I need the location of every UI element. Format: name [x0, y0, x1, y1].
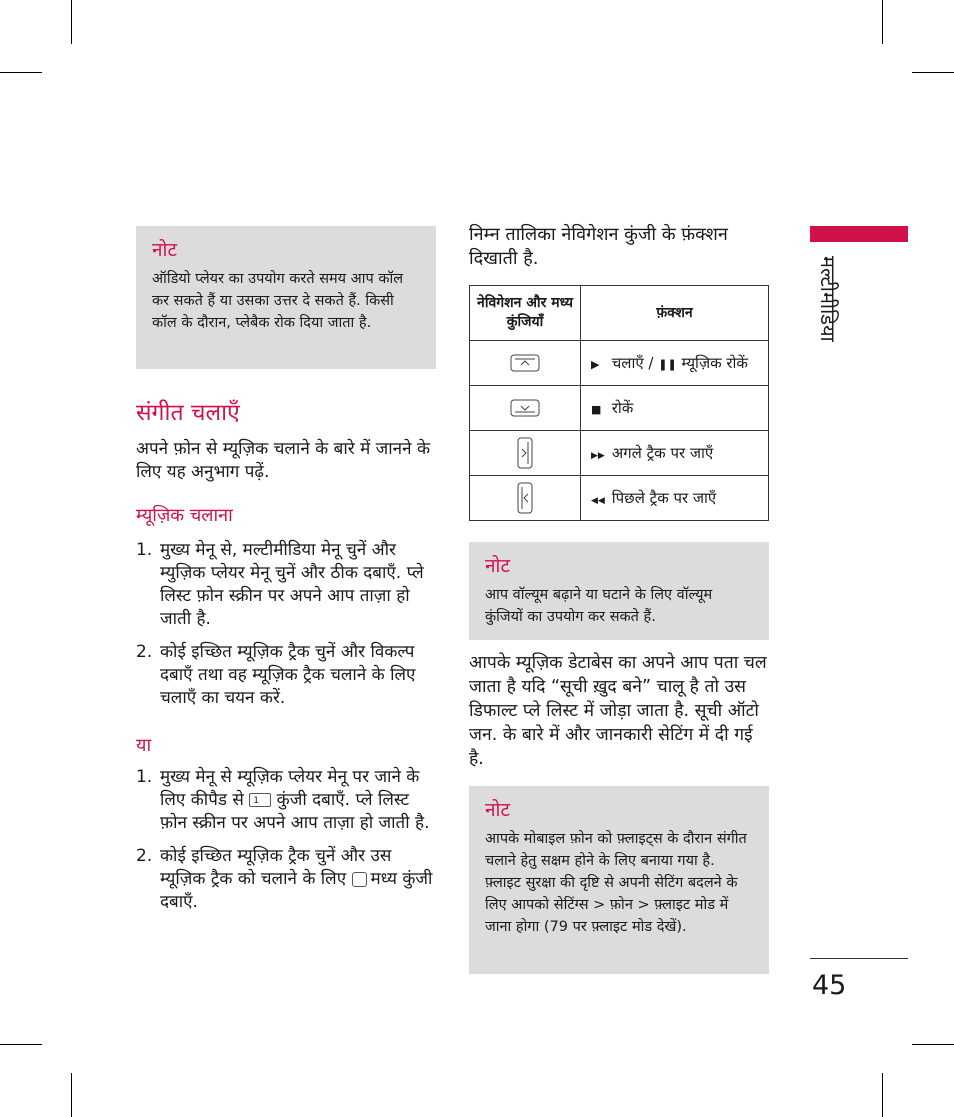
note-volume [469, 542, 769, 640]
list-item [136, 641, 436, 710]
step-text: मुख्य मेनू से, मल्टीमीडिया मेनू चुनें और म्युज़िक प्लेयर मेनू चुनें और ठीक दबाएँ. प्ले लिस्ट फ़ोन स्क्रीन पर अपने आप ताज़ा हो जाती है. [160, 540, 424, 629]
page-number-rule [810, 958, 908, 959]
or-label: या [136, 735, 152, 756]
key-1-icon: 1 [249, 793, 271, 807]
function-text: म्यूज़िक रोकें [681, 354, 748, 372]
steps-list-menu [136, 539, 436, 720]
step-number: 1. [136, 767, 153, 787]
step-text: कोई इच्छित म्यूज़िक ट्रैक चुनें और विकल्प दबाएँ तथा वह म्यूज़िक ट्रैक चलाने के लिए चलाएँ का चयन करें. [160, 642, 416, 708]
step-text: कुंजी दबाएँ. प्ले लिस्ट फ़ोन स्क्रीन पर अपने आप ताज़ा हो जाती है. [160, 790, 430, 833]
step-number: 2. [136, 642, 153, 662]
section-heading: संगीत चलाएँ [136, 400, 240, 426]
crop-mark [882, 0, 883, 44]
list-item [136, 539, 436, 631]
note-body: ऑडियो प्लेयर का उपयोग करते समय आप कॉल कर सकते हैं या उसका उत्तर दे सकते हैं. किसी कॉल के दौरान, प्लेबैक रोक दिया जाता है. [152, 271, 404, 331]
crop-mark [0, 1044, 42, 1045]
database-paragraph: आपके म्यूज़िक डेटाबेस का अपने आप पता चल जाता है यदि “सूची ख़ुद बने” चालू है तो उस डिफाल्ट प्ले लिस्ट में जोड़ा जाता है. सूची ऑटो जन. के बारे में और जानकारी सेटिंग में दी गई है. [469, 653, 767, 769]
function-text: रोकें [611, 399, 634, 417]
note-body: आपके मोबाइल फ़ोन को फ़्लाइट्स के दौरान संगीत चलाने हेतु सक्षम होने के लिए बनाया गया है. फ़्लाइट सुरक्षा की दृष्टि से अपनी सेटिंग बदलने के लिए आपको सेटिंग्स > फ़ोन > फ़्लाइट मोड में जाना होगा (79 पर फ़्लाइट मोड देखें). [485, 831, 747, 935]
previous-track-icon: ◀◀ [591, 496, 605, 506]
side-tab-label: मल्टीमीडिया [816, 256, 840, 342]
function-cell [581, 341, 769, 386]
subheading-play-music: म्यूज़िक चलाना [136, 505, 233, 526]
table-row [470, 341, 769, 386]
center-key-icon [352, 872, 367, 887]
table-row [470, 476, 769, 521]
table-intro: निम्न तालिका नेविगेशन कुंजी के फ़ंक्शन दिखाती है. [469, 224, 728, 269]
side-tab-accent [810, 226, 908, 242]
navigation-key-table [469, 285, 769, 521]
crop-mark [912, 72, 954, 73]
step-text: मध्य कुंजी दबाएँ. [160, 869, 433, 912]
list-item [136, 766, 436, 835]
step-number: 2. [136, 846, 153, 866]
function-text: चलाएँ / [611, 354, 654, 372]
note-flight-mode [469, 786, 769, 974]
nav-up-key-icon [510, 354, 540, 372]
function-cell [581, 386, 769, 431]
table-header-row [470, 286, 769, 341]
pause-icon: ❚❚ [658, 358, 677, 371]
key-cell [470, 431, 581, 476]
crop-mark [71, 1073, 72, 1117]
section-intro: अपने फ़ोन से म्यूज़िक चलाने के बारे में जानने के लिए यह अनुभाग पढ़ें. [136, 439, 430, 482]
step-text: कोई इच्छित म्यूज़िक ट्रैक चुनें और उस म्यूज़िक ट्रैक को चलाने के लिए [160, 846, 392, 889]
header-function: फ़ंक्शन [581, 286, 769, 341]
step-text: मुख्य मेनू से म्यूज़िक प्लेयर मेनू पर जाने के लिए कीपैड से [160, 767, 420, 810]
list-item [136, 845, 436, 914]
function-text: पिछले ट्रैक पर जाएँ [611, 489, 717, 507]
header-key: नेविगेशन और मध्य कुंजियाँ [470, 286, 581, 341]
crop-mark [0, 72, 42, 73]
note-body: आप वॉल्यूम बढ़ाने या घटाने के लिए वॉल्यूम कुंजियों का उपयोग कर सकते हैं. [485, 587, 713, 625]
crop-mark [912, 1044, 954, 1045]
note-title: नोट [485, 555, 511, 577]
function-cell [581, 476, 769, 521]
note-title: नोट [485, 799, 511, 821]
stop-icon: ■ [591, 403, 602, 416]
page-number: 45 [812, 970, 847, 1001]
nav-right-key-icon [517, 437, 533, 469]
crop-mark [882, 1073, 883, 1117]
steps-list-hotkey [136, 766, 436, 924]
key-cell [470, 341, 581, 386]
key-cell [470, 386, 581, 431]
play-icon: ▶ [591, 358, 600, 371]
step-number: 1. [136, 540, 153, 560]
next-track-icon: ▶▶ [591, 451, 605, 461]
nav-left-key-icon [517, 482, 533, 514]
note-title: नोट [152, 239, 178, 261]
function-text: अगले ट्रैक पर जाएँ [611, 444, 714, 462]
crop-mark [71, 0, 72, 44]
note-player-calls [136, 226, 436, 369]
key-cell [470, 476, 581, 521]
table-row [470, 386, 769, 431]
nav-down-key-icon [510, 399, 540, 417]
table-row [470, 431, 769, 476]
function-cell [581, 431, 769, 476]
